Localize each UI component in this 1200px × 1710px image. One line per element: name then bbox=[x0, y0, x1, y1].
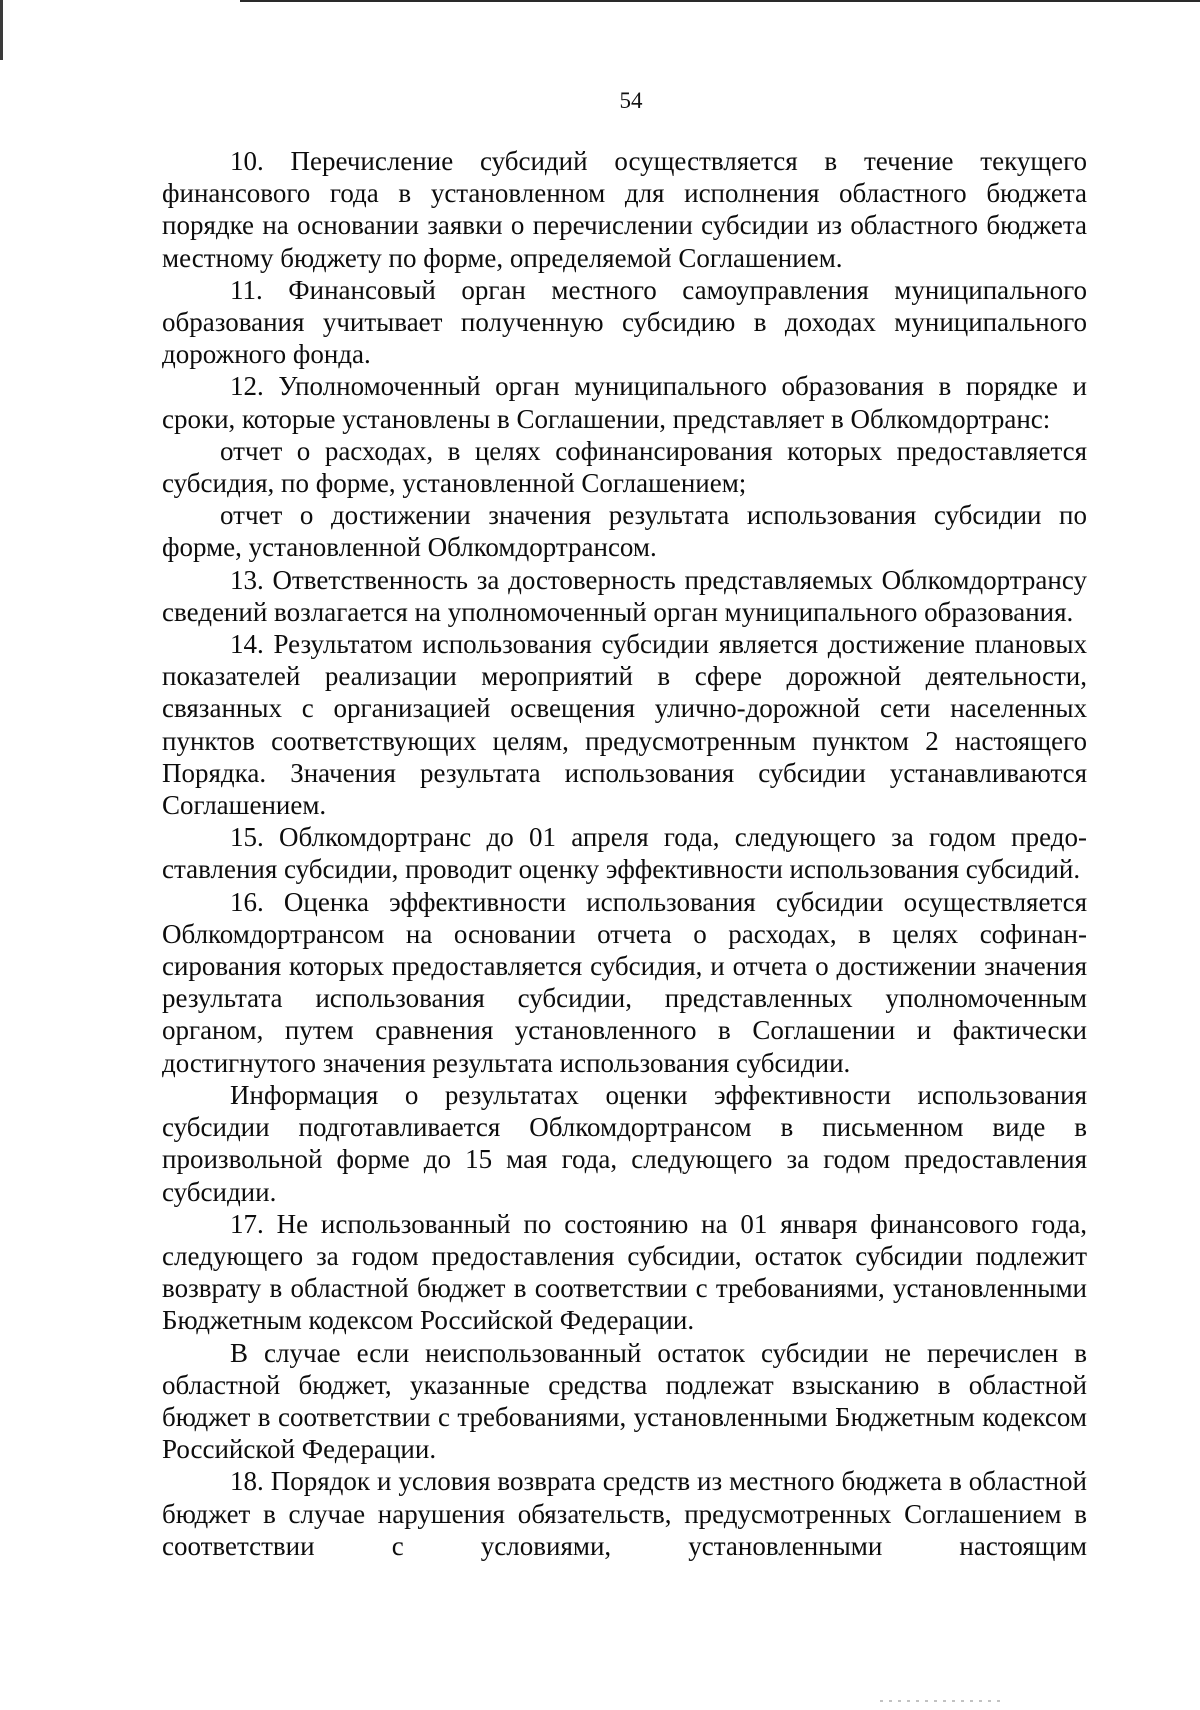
paragraph-17: 17. Не использованный по состоянию на 01 января финансового года, следующего за годом предоставления субсидии, остаток субсидии подлежит возврату в областной бюджет в соответствии с требованиями, установленными Бюджетным кодексом Российской Федерации. bbox=[162, 1208, 1087, 1336]
paragraph-12: 12. Уполномоченный орган муниципального образования в порядке и сроки, которые установлены в Соглашении, представляет в Облкомдортранс: bbox=[162, 371, 1087, 434]
paragraph-12-item-expense-report: отчет о расходах, в целях софинансирования которых предоставляется субсидия, по форме, установленной Соглашением; bbox=[162, 435, 1087, 499]
scan-artifact bbox=[880, 1700, 1000, 1702]
paragraph-17-recovery: В случае если неиспользованный остаток субсидии не перечислен в областной бюджет, указанные средства подлежат взысканию в областной бюджет в соответствии с требованиями, установленными Бюджетным кодексом Российской Федерации. bbox=[162, 1337, 1087, 1465]
scan-edge-line bbox=[240, 0, 1200, 2]
paragraph-16: 16. Оценка эффективности использования субсидии осуществляется Облкомдортрансом на основании отчета о расходах, в целях софинан-сирования которых предоставляется субсидия, и отчета о достижении значения результата использования субсидии, представленных уполномоченным органом, путем сравнения установленного в Соглашении и фактически достигнутого значения результата использования субсидии. bbox=[162, 886, 1087, 1078]
paragraph-18: 18. Порядок и условия возврата средств из местного бюджета в областной бюджет в случае нарушения обязательств, предусмотренных Соглашением в соответствии с условиями, установленными настоящим bbox=[162, 1466, 1087, 1561]
page-number: 54 bbox=[619, 88, 643, 113]
paragraph-12-item-result-report: отчет о достижении значения результата использования субсидии по форме, установленной Облкомдортрансом. bbox=[162, 500, 1087, 563]
paragraph-16-info: Информация о результатах оценки эффективности использования субсидии подготавливается Облкомдортрансом в письменном виде в произвольной форме до 15 мая года, следующего за годом предоставления субсидии. bbox=[162, 1079, 1087, 1207]
paragraph-14: 14. Результатом использования субсидии является достижение плановых показателей реализации мероприятий в сфере дорожной деятельности, связанных с организацией освещения улично-дорожной сети населенных пунктов соответствующих целям, предусмотренным пунктом 2 настоящего Порядка. Значения результата использования субсидии устанавливаются Соглашением. bbox=[162, 629, 1087, 821]
paragraph-15: 15. Облкомдортранс до 01 апреля года, следующего за годом предо-ставления субсидии, проводит оценку эффективности использования субсидий. bbox=[162, 822, 1087, 885]
paragraph-10: 10. Перечисление субсидий осуществляется в течение текущего финансового года в установленном для исполнения областного бюджета порядке на основании заявки о перечислении субсидии из областного бюджета местному бюджету по форме, определяемой Соглашением. bbox=[162, 146, 1087, 273]
paragraph-11: 11. Финансовый орган местного самоуправления муниципального образования учитывает полученную субсидию в доходах муниципального дорожного фонда. bbox=[162, 274, 1087, 370]
document-body bbox=[162, 145, 1087, 1562]
paragraph-13: 13. Ответственность за достоверность представляемых Облкомдортрансу сведений возлагается на уполномоченный орган муниципального образования. bbox=[162, 564, 1087, 627]
scan-edge-mark bbox=[0, 0, 3, 60]
